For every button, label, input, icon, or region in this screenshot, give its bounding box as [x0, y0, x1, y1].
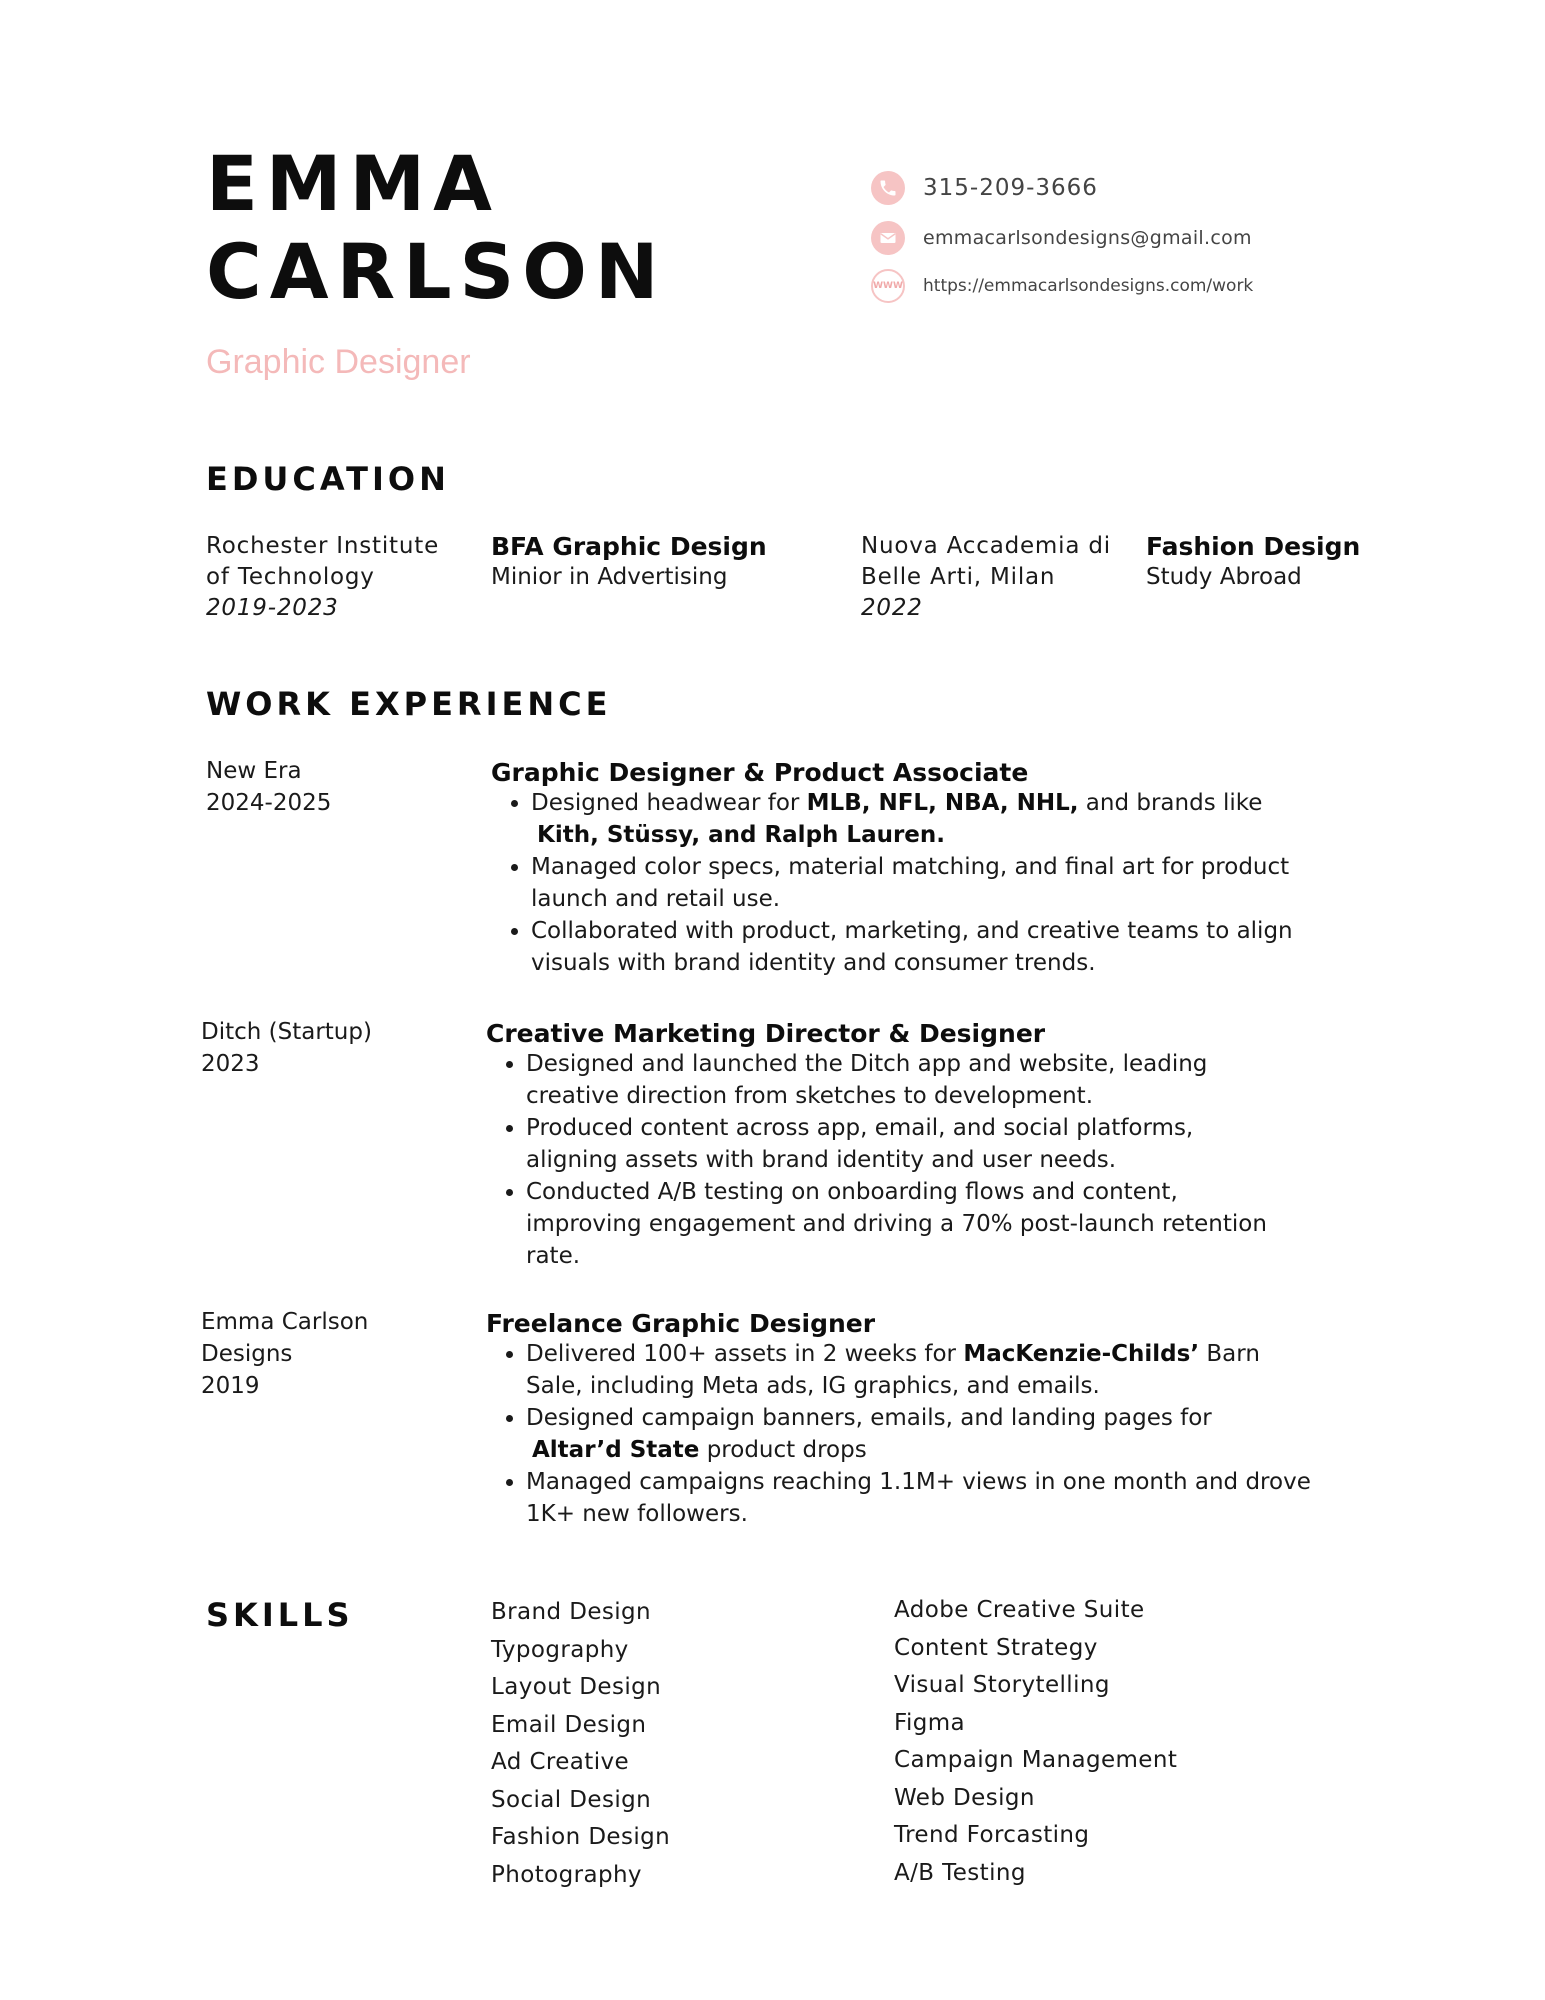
list-item: Photography [491, 1861, 642, 1888]
education-heading: EDUCATION [206, 460, 450, 498]
list-item: • Produced content across app, email, and social platforms, aligning assets with brand identity and user needs. [526, 1112, 1286, 1176]
education-years-2: 2022 [861, 595, 923, 621]
contact-website [871, 268, 1253, 304]
list-item: • Managed color specs, material matching, and final art for product launch and retail use. [531, 851, 1321, 915]
list-item: Adobe Creative Suite [894, 1597, 1145, 1623]
list-item: • Conducted A/B testing on onboarding flows and content, improving engagement and driving a 70% post-launch retention rate. [526, 1176, 1286, 1272]
contact-phone [871, 170, 1098, 206]
list-item: Figma [894, 1709, 966, 1736]
job-1-details [491, 758, 1321, 979]
list-item: Typography [491, 1636, 629, 1663]
email-icon [871, 221, 905, 255]
list-item: Fashion Design [491, 1824, 671, 1850]
education-school-1: Rochester Institute of Technology 2019-2023 [206, 531, 439, 624]
skills-column-1 [491, 1594, 670, 1894]
last-name: CARLSON [206, 227, 667, 316]
web-icon: WWW [871, 269, 905, 303]
list-item: • Managed campaigns reaching 1.1M+ views in one month and drove 1K+ new followers. [526, 1466, 1316, 1530]
job-title: Graphic Designer [206, 343, 471, 381]
list-item: Visual Storytelling [894, 1672, 1110, 1698]
education-years-1: 2019-2023 [206, 595, 339, 621]
phone-icon [871, 171, 905, 205]
list-item: Email Design [491, 1711, 647, 1738]
job-2-bullets [486, 1048, 1286, 1272]
skills-heading: SKILLS [206, 1596, 354, 1634]
list-item: Brand Design [491, 1599, 652, 1625]
list-item: A/B Testing [894, 1859, 1026, 1886]
education-degree-2: Fashion Design Study Abroad [1146, 532, 1361, 590]
list-item: • Delivered 100+ assets in 2 weeks for MacKenzie-Childs’ Barn Sale, including Meta ads, IG graphics, and emails. [526, 1338, 1316, 1402]
candidate-name [206, 140, 667, 316]
job-2-company: Ditch (Startup) 2023 [201, 1019, 372, 1077]
education-school-2: Nuova Accademia di Belle Arti, Milan 2022 [861, 531, 1111, 624]
job-3-title: Freelance Graphic Designer [486, 1309, 876, 1338]
work-experience-heading: WORK EXPERIENCE [206, 685, 612, 723]
website-url[interactable]: https://emmacarlsondesigns.com/work [923, 276, 1254, 296]
list-item: Layout Design [491, 1674, 662, 1700]
job-3-details [486, 1309, 1316, 1530]
job-2-title: Creative Marketing Director & Designer [486, 1019, 1046, 1048]
list-item: • Designed headwear for MLB, NFL, NBA, NHL, and brands like Kith, Stüssy, and Ralph Lauren. [531, 787, 1321, 851]
job-1-company: New Era 2024-2025 [206, 758, 332, 816]
email-address[interactable]: emmacarlsondesigns@gmail.com [923, 227, 1252, 249]
job-2-details [486, 1019, 1286, 1272]
phone-number[interactable]: 315-209-3666 [923, 175, 1098, 201]
list-item: Campaign Management [894, 1747, 1178, 1773]
job-3-bullets [486, 1338, 1316, 1530]
job-1-bullets [491, 787, 1321, 979]
list-item: • Collaborated with product, marketing, and creative teams to align visuals with brand identity and consumer trends. [531, 915, 1321, 979]
first-name: EMMA [206, 139, 500, 228]
job-3-company: Emma Carlson Designs 2019 [201, 1309, 369, 1399]
job-1-title: Graphic Designer & Product Associate [491, 758, 1029, 787]
list-item: Web Design [894, 1784, 1035, 1811]
list-item: • Designed and launched the Ditch app and website, leading creative direction from sketches to development. [526, 1048, 1286, 1112]
education-degree-1: BFA Graphic Design Minior in Advertising [491, 532, 767, 590]
list-item: Content Strategy [894, 1634, 1098, 1661]
list-item: • Designed campaign banners, emails, and landing pages for Altar’d State product drops [526, 1402, 1316, 1466]
list-item: Ad Creative [491, 1749, 630, 1775]
skills-column-2 [894, 1592, 1177, 1892]
list-item: Social Design [491, 1786, 652, 1813]
list-item: Trend Forcasting [894, 1822, 1090, 1848]
contact-email [871, 220, 1252, 256]
